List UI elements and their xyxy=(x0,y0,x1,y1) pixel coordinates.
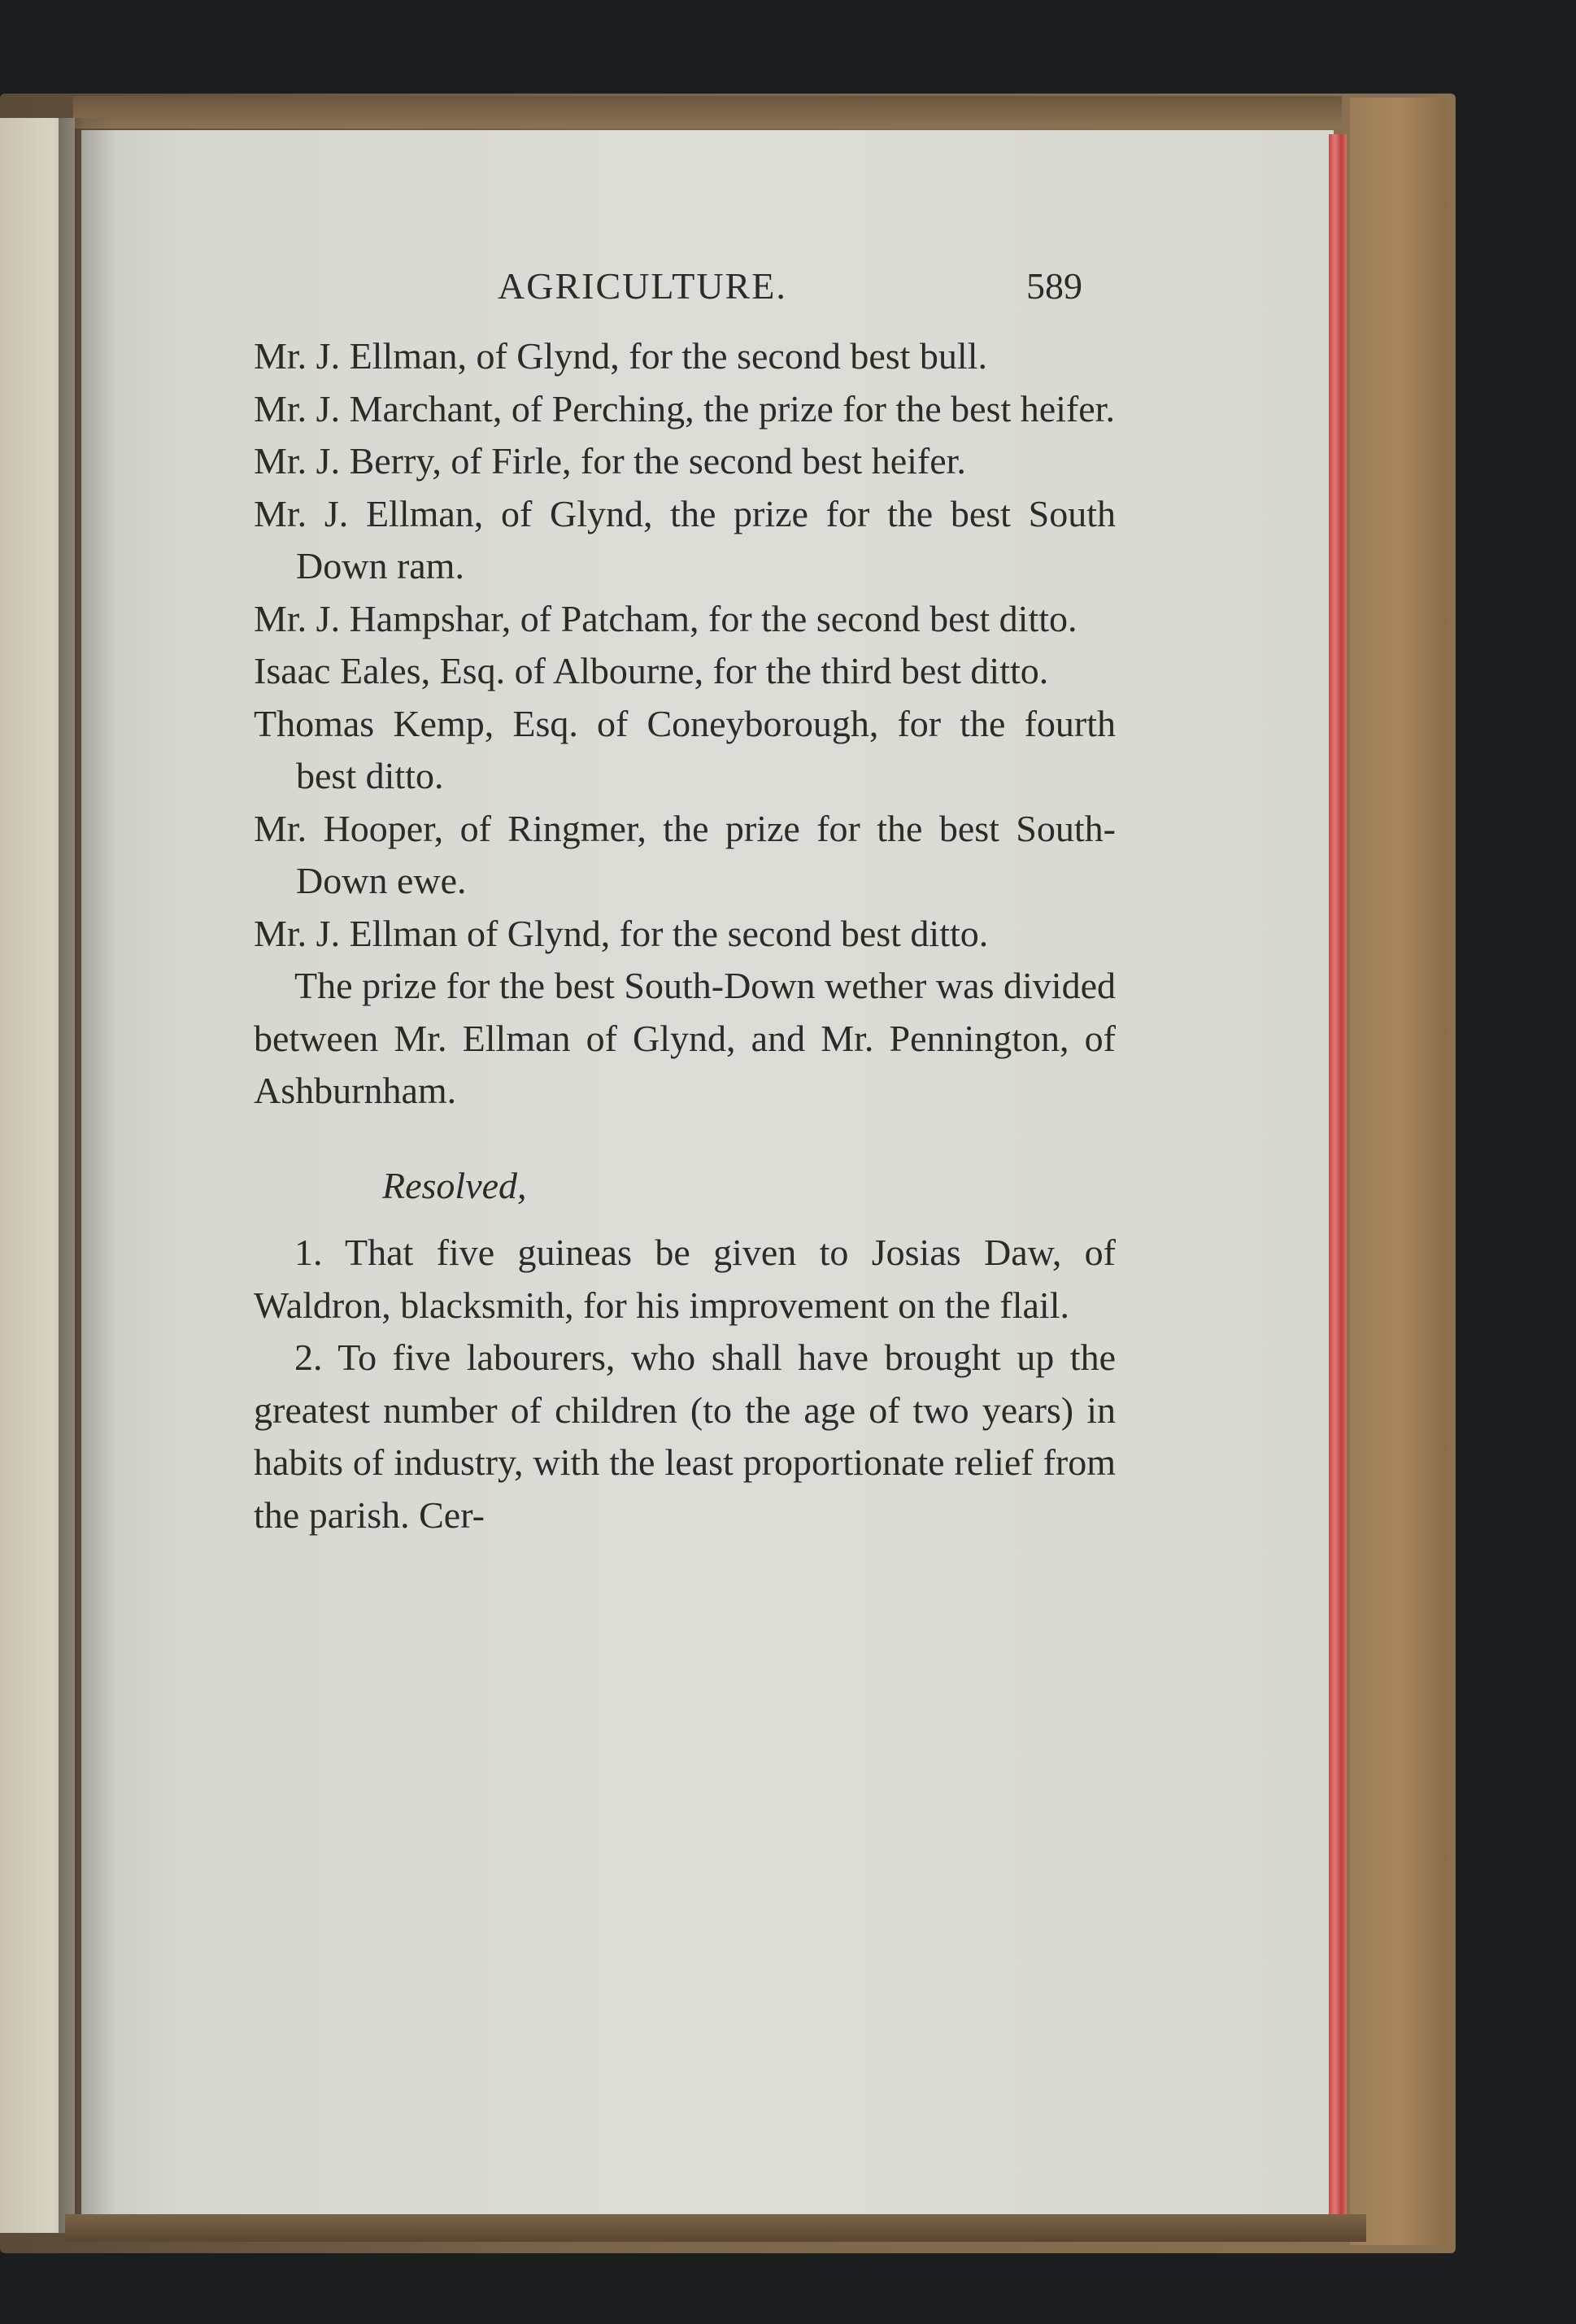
prize-entry: Mr. J. Berry, of Firle, for the second best heifer. xyxy=(254,440,966,482)
wether-paragraph: The prize for the best South-Down wether was divided between Mr. Ellman of Glynd, and Mr. Pennington, of Ashburnham. xyxy=(254,965,1116,1111)
resolution-item: 1. That five guineas be given to Josias Daw, of Waldron, blacksmith, for his improvement on the flail. xyxy=(254,1232,1116,1326)
red-page-edge xyxy=(1329,134,1347,2237)
prize-entry: Mr. J. Hampshar, of Patcham, for the second best ditto. xyxy=(254,597,1078,639)
prize-entry: Isaac Eales, Esq. of Albourne, for the third best ditto. xyxy=(254,650,1049,691)
prize-entry: Mr. J. Ellman of Glynd, for the second best ditto. xyxy=(254,912,989,954)
resolved-heading: Resolved, xyxy=(382,1164,527,1206)
gutter-shadow xyxy=(59,118,115,2233)
cover-top-edge xyxy=(73,96,1342,129)
running-head xyxy=(254,260,1116,319)
prize-entry: Mr. J. Marchant, of Perching, the prize for the best heifer. xyxy=(254,387,1115,429)
resolution-item: 2. To five labourers, who shall have brought up the greatest number of children (to the age of two years) in habits of industry, with the least proportionate relief from the parish. Cer- xyxy=(254,1336,1116,1536)
cover-edge xyxy=(1350,98,1448,2245)
page-number: 589 xyxy=(1026,265,1082,307)
cover-bottom-edge xyxy=(65,2214,1366,2242)
running-title: AGRICULTURE. xyxy=(498,265,787,307)
prize-entry: Mr. Hooper, of Ringmer, the prize for the best South-Down ewe. xyxy=(254,807,1116,901)
prize-entry: Mr. J. Ellman, of Glynd, for the second best bull. xyxy=(254,335,987,377)
prize-entry: Thomas Kemp, Esq. of Coneyborough, for the fourth best ditto. xyxy=(254,702,1116,796)
page-text xyxy=(254,260,1116,1541)
prize-entry: Mr. J. Ellman, of Glynd, the prize for the best South Down ram. xyxy=(254,492,1116,586)
